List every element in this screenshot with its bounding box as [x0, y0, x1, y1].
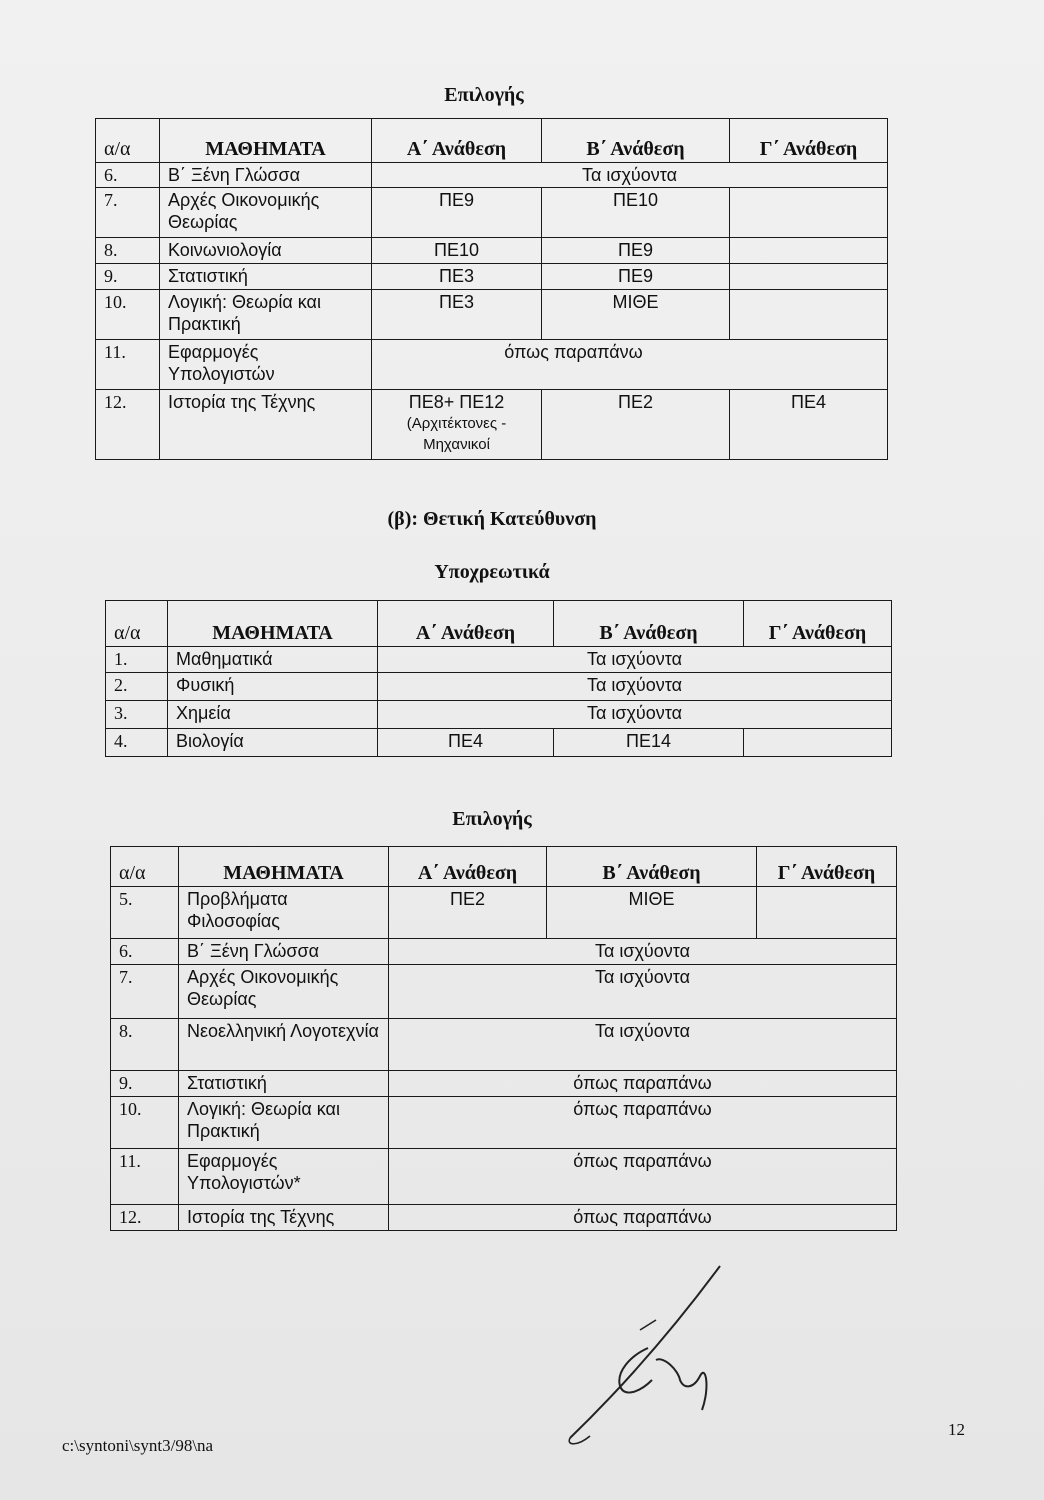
table-header-row: [106, 601, 892, 647]
elective-table-a: [95, 118, 888, 460]
row-number: 4.: [106, 729, 168, 757]
row-subject: Αρχές Οικονομικής Θεωρίας: [160, 188, 372, 238]
row-assignment-b: ΜΙΘΕ: [542, 290, 730, 340]
table-row: [96, 238, 888, 264]
elective-heading-a: Επιλογής: [444, 84, 524, 106]
row-number: 9.: [111, 1071, 179, 1097]
table-row: [96, 340, 888, 390]
row-number: 12.: [111, 1205, 179, 1231]
elective-table-b: [110, 846, 897, 1231]
row-number: 10.: [111, 1097, 179, 1149]
row-assignment-b: ΠΕ9: [542, 238, 730, 264]
col-header-assignment-c: Γ΄ Ανάθεση: [730, 119, 888, 163]
signature-mark: [560, 1260, 760, 1460]
row-merged-value: Τα ισχύοντα: [378, 647, 892, 673]
row-merged-value: Τα ισχύοντα: [389, 939, 897, 965]
row-merged-value: Τα ισχύοντα: [372, 163, 888, 188]
row-merged-value: Τα ισχύοντα: [389, 1019, 897, 1071]
row-subject: Εφαρμογές Υπολογιστών: [160, 340, 372, 390]
row-merged-value: όπως παραπάνω: [372, 340, 888, 390]
col-header-assignment-a: Α΄ Ανάθεση: [372, 119, 542, 163]
table-row: [96, 188, 888, 238]
row-assignment-c: [730, 238, 888, 264]
row-subject: Β΄ Ξένη Γλώσσα: [160, 163, 372, 188]
row-number: 5.: [111, 887, 179, 939]
row-assignment-c: [730, 290, 888, 340]
row-number: 8.: [111, 1019, 179, 1071]
row-number: 7.: [111, 965, 179, 1019]
row-assignment-b: ΜΙΘΕ: [547, 887, 757, 939]
row-subject: Λογική: Θεωρία και Πρακτική: [160, 290, 372, 340]
row-subject: Μαθηματικά: [168, 647, 378, 673]
row-subject: Β΄ Ξένη Γλώσσα: [179, 939, 389, 965]
row-merged-value: όπως παραπάνω: [389, 1097, 897, 1149]
row-subject: Κοινωνιολογία: [160, 238, 372, 264]
table-row: [96, 290, 888, 340]
row-number: 8.: [96, 238, 160, 264]
row-subject: Βιολογία: [168, 729, 378, 757]
compulsory-heading: Υποχρεωτικά: [434, 561, 550, 583]
row-assignment-c: [757, 887, 897, 939]
row-number: 6.: [96, 163, 160, 188]
row-assignment-a: ΠΕ3: [372, 290, 542, 340]
table-row: [106, 647, 892, 673]
section-b-title: (β): Θετική Κατεύθυνση: [387, 508, 597, 530]
row-assignment-a: ΠΕ2: [389, 887, 547, 939]
row-merged-value: Τα ισχύοντα: [378, 673, 892, 701]
row-number: 10.: [96, 290, 160, 340]
file-path-footer: c:\syntoni\synt3/98\na: [62, 1436, 214, 1455]
table-row: [111, 1071, 897, 1097]
row-number: 6.: [111, 939, 179, 965]
row-subject: Νεοελληνική Λογοτεχνία: [179, 1019, 389, 1071]
col-header-subjects: ΜΑΘΗΜΑΤΑ: [160, 119, 372, 163]
table-row: [111, 965, 897, 1019]
row-assignment-c: [730, 264, 888, 290]
col-header-assignment-c: Γ΄ Ανάθεση: [757, 847, 897, 887]
row-assignment-b: ΠΕ2: [542, 390, 730, 460]
col-header-assignment-b: Β΄ Ανάθεση: [547, 847, 757, 887]
row-merged-value: όπως παραπάνω: [389, 1149, 897, 1205]
row-merged-value: όπως παραπάνω: [389, 1205, 897, 1231]
page-number: 12: [948, 1420, 965, 1439]
row-assignment-c: ΠΕ4: [730, 390, 888, 460]
col-header-num: α/α: [96, 119, 160, 163]
assignment-a-value: ΠΕ8+ ΠΕ12: [408, 392, 505, 412]
table-row: [111, 939, 897, 965]
row-number: 2.: [106, 673, 168, 701]
table-row: [111, 1205, 897, 1231]
row-subject: Στατιστική: [160, 264, 372, 290]
row-subject: Χημεία: [168, 701, 378, 729]
col-header-assignment-b: Β΄ Ανάθεση: [554, 601, 744, 647]
col-header-num: α/α: [106, 601, 168, 647]
table-row: [96, 264, 888, 290]
compulsory-table-b: [105, 600, 892, 757]
row-number: 3.: [106, 701, 168, 729]
row-subject: Προβλήματα Φιλοσοφίας: [179, 887, 389, 939]
table-row: [106, 673, 892, 701]
table-row: [96, 163, 888, 188]
row-assignment-c: [744, 729, 892, 757]
table-header-row: [111, 847, 897, 887]
table-row: [111, 1097, 897, 1149]
row-number: 7.: [96, 188, 160, 238]
table-row: [111, 1149, 897, 1205]
col-header-subjects: ΜΑΘΗΜΑΤΑ: [168, 601, 378, 647]
table-row: [106, 729, 892, 757]
assignment-a-note: (Αρχιτέκτονες - Μηχανικοί: [406, 415, 507, 453]
row-merged-value: όπως παραπάνω: [389, 1071, 897, 1097]
table-row: [111, 1019, 897, 1071]
row-number: 12.: [96, 390, 160, 460]
row-assignment-a: ΠΕ4: [378, 729, 554, 757]
row-number: 11.: [111, 1149, 179, 1205]
col-header-num: α/α: [111, 847, 179, 887]
table-row: [106, 701, 892, 729]
row-assignment-a: ΠΕ3: [372, 264, 542, 290]
row-number: 1.: [106, 647, 168, 673]
row-assignment-a: [372, 390, 542, 460]
row-assignment-a: ΠΕ10: [372, 238, 542, 264]
table-header-row: [96, 119, 888, 163]
elective-heading-b: Επιλογής: [452, 808, 532, 830]
row-assignment-b: ΠΕ14: [554, 729, 744, 757]
row-merged-value: Τα ισχύοντα: [378, 701, 892, 729]
row-assignment-a: ΠΕ9: [372, 188, 542, 238]
col-header-assignment-b: Β΄ Ανάθεση: [542, 119, 730, 163]
row-number: 11.: [96, 340, 160, 390]
row-assignment-b: ΠΕ10: [542, 188, 730, 238]
row-assignment-b: ΠΕ9: [542, 264, 730, 290]
row-subject: Ιστορία της Τέχνης: [160, 390, 372, 460]
col-header-assignment-a: Α΄ Ανάθεση: [378, 601, 554, 647]
row-subject: Αρχές Οικονομικής Θεωρίας: [179, 965, 389, 1019]
col-header-assignment-a: Α΄ Ανάθεση: [389, 847, 547, 887]
row-subject: Λογική: Θεωρία και Πρακτική: [179, 1097, 389, 1149]
col-header-subjects: ΜΑΘΗΜΑΤΑ: [179, 847, 389, 887]
row-subject: Ιστορία της Τέχνης: [179, 1205, 389, 1231]
col-header-assignment-c: Γ΄ Ανάθεση: [744, 601, 892, 647]
row-subject: Στατιστική: [179, 1071, 389, 1097]
table-row: [111, 887, 897, 939]
table-row: [96, 390, 888, 460]
row-subject: Εφαρμογές Υπολογιστών*: [179, 1149, 389, 1205]
row-number: 9.: [96, 264, 160, 290]
row-assignment-c: [730, 188, 888, 238]
row-merged-value: Τα ισχύοντα: [389, 965, 897, 1019]
row-subject: Φυσική: [168, 673, 378, 701]
